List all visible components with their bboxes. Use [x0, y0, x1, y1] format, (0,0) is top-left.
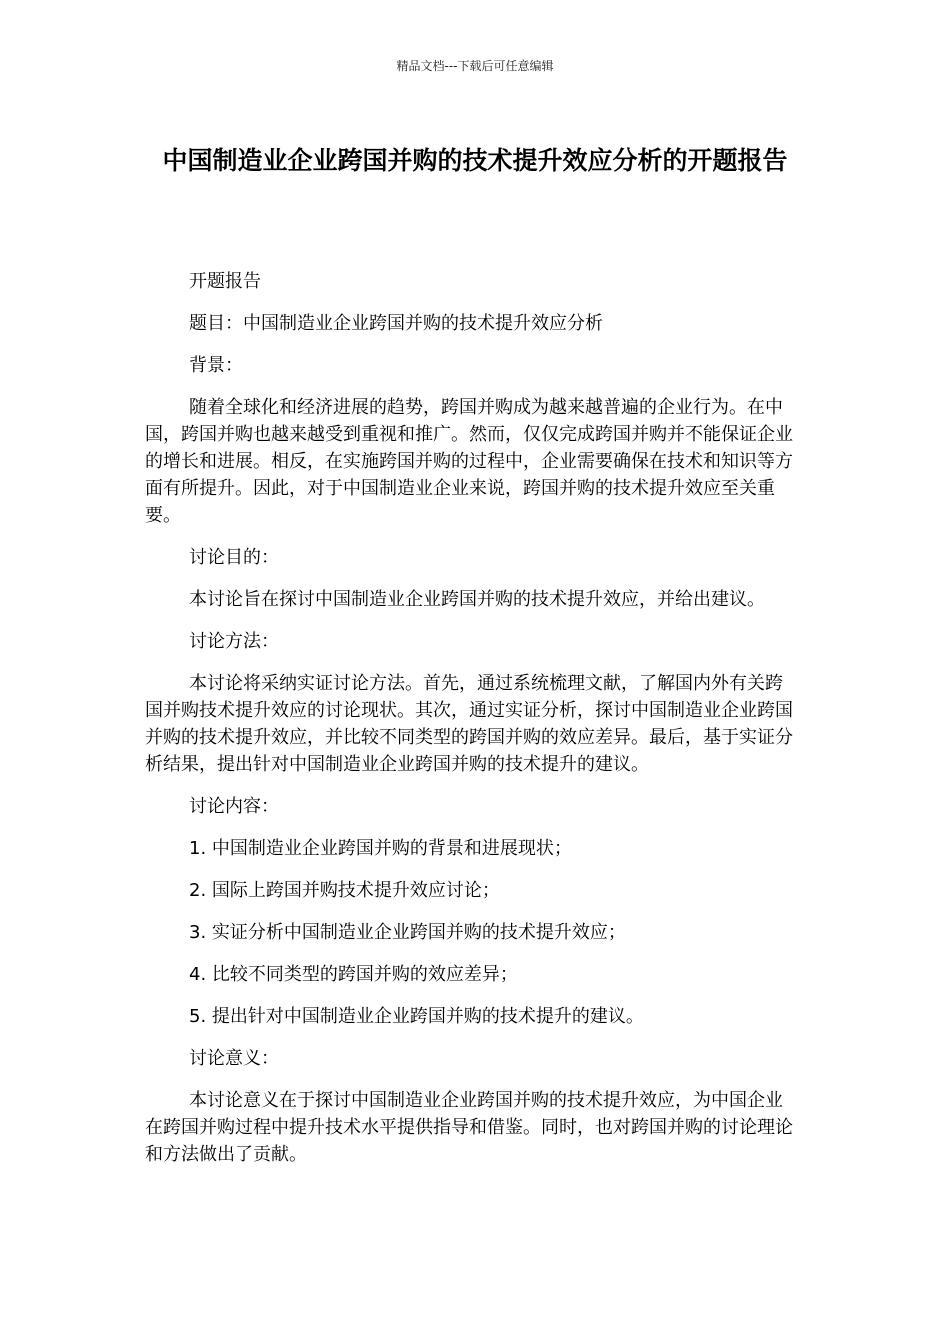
paragraph-significance: 本讨论意义在于探讨中国制造业企业跨国并购的技术提升效应，为中国企业在跨国并购过程中提升技术水平提供指导和借鉴。同时，也对跨国并购的讨论理论和方法做出了贡献。 [145, 1090, 793, 1165]
section-label: 开题报告 [189, 271, 261, 292]
list-item: 1. 中国制造业企业跨国并购的背景和进展现状； [189, 838, 572, 859]
paragraph-method: 本讨论将采纳实证讨论方法。首先，通过系统梳理文献，了解国内外有关跨国并购技术提升效应的讨论现状。其次，通过实证分析，探讨中国制造业企业跨国并购的技术提升效应，并比较不同类型的跨国并购的效应差异。最后，基于实证分析结果，提出针对中国制造业企业跨国并购的技术提升的建议。 [145, 673, 793, 775]
list-item: 2. 国际上跨国并购技术提升效应讨论； [189, 880, 500, 901]
paragraph-background: 随着全球化和经济进展的趋势，跨国并购成为越来越普遍的企业行为。在中国，跨国并购也越来越受到重视和推广。然而，仅仅完成跨国并购并不能保证企业的增长和进展。相反，在实施跨国并购的过程中，企业需要确保在技术和知识等方面有所提升。因此，对于中国制造业企业来说，跨国并购的技术提升效应至关重要。 [145, 397, 793, 526]
heading-background: 背景： [189, 355, 243, 376]
list-item: 5. 提出针对中国制造业企业跨国并购的技术提升的建议。 [189, 1006, 644, 1027]
list-item: 4. 比较不同类型的跨国并购的效应差异； [189, 964, 518, 985]
document-title: 中国制造业企业跨国并购的技术提升效应分析的开题报告 [162, 146, 788, 175]
heading-purpose: 讨论目的： [189, 547, 279, 568]
topic-line: 题目：中国制造业企业跨国并购的技术提升效应分析 [189, 313, 603, 334]
heading-significance: 讨论意义： [189, 1048, 279, 1069]
heading-content: 讨论内容： [189, 796, 279, 817]
header-note: 精品文档---下载后可任意编辑 [396, 59, 554, 73]
document-body [145, 268, 793, 1183]
heading-method: 讨论方法： [189, 631, 279, 652]
list-item: 3. 实证分析中国制造业企业跨国并购的技术提升效应； [189, 922, 626, 943]
paragraph-purpose: 本讨论旨在探讨中国制造业企业跨国并购的技术提升效应，并给出建议。 [189, 589, 765, 610]
